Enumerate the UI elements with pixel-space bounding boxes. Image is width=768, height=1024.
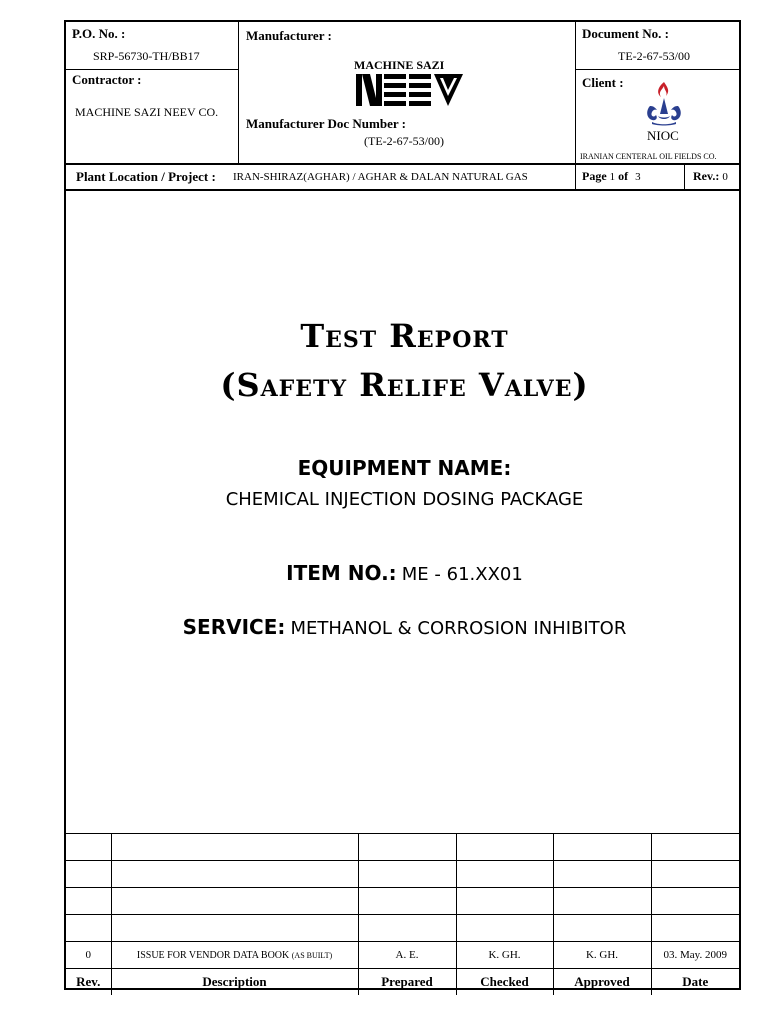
report-subtitle: (Safety Relife Valve) (220, 366, 589, 404)
equipment-name: CHEMICAL INJECTION DOSING PACKAGE (225, 489, 584, 510)
checked-cell (456, 861, 553, 888)
document-label: Document No. : (582, 26, 670, 41)
date-cell (651, 915, 739, 942)
prepared-cell (358, 861, 456, 888)
approved-cell (553, 915, 651, 942)
plant-location-value: IRAN-SHIRAZ(AGHAR) / AGHAR & DALAN NATURAL GAS (233, 171, 528, 183)
item-number: ME - 61.XX01 (401, 564, 523, 585)
rev-cell (66, 888, 111, 915)
rev-label: Rev.: (693, 169, 720, 183)
po-number: SRP-56730-TH/BB17 (93, 49, 200, 63)
prepared-cell (358, 915, 456, 942)
column-header-approved: Approved (553, 969, 651, 996)
checked-cell (456, 834, 553, 861)
manufacturer-doc-number: (TE-2-67-53/00) (364, 134, 444, 148)
client-abbrev: NIOC (647, 128, 679, 143)
revision-table (66, 833, 739, 995)
column-header-description: Description (111, 969, 358, 996)
prepared-cell: A. E. (358, 942, 456, 969)
page-of-label: of (618, 169, 629, 183)
nioc-logo (644, 80, 684, 131)
rev-cell (66, 861, 111, 888)
rev-cell (66, 834, 111, 861)
document-number: TE-2-67-53/00 (618, 49, 690, 63)
column-header-date: Date (651, 969, 739, 996)
description-cell (111, 834, 358, 861)
description-note: (AS BUILT) (291, 950, 333, 960)
description-cell (111, 915, 358, 942)
client-label: Client : (582, 75, 624, 90)
description-cell (111, 888, 358, 915)
equipment-label: EQUIPMENT NAME: (297, 456, 512, 480)
manufacturer-label: Manufacturer : (246, 28, 332, 43)
neev-logo (356, 74, 464, 113)
page-indicator (582, 169, 641, 184)
date-cell (651, 834, 739, 861)
contractor-name: MACHINE SAZI NEEV CO. (75, 105, 219, 119)
column-header-checked: Checked (456, 969, 553, 996)
approved-cell (553, 888, 651, 915)
description-cell (111, 942, 358, 969)
service-line (66, 615, 743, 639)
description-text: ISSUE FOR VENDOR DATA BOOK (136, 949, 290, 961)
contractor-label: Contractor : (72, 72, 142, 87)
page-total: 3 (635, 171, 641, 183)
date-cell: 03. May. 2009 (651, 942, 739, 969)
table-row (66, 915, 739, 942)
manufacturer-doc-label: Manufacturer Doc Number : (246, 116, 406, 131)
po-label: P.O. No. : (72, 26, 126, 41)
table-row (66, 888, 739, 915)
document-frame (64, 20, 741, 990)
table-header-row (66, 969, 739, 996)
prepared-cell (358, 888, 456, 915)
table-row (66, 834, 739, 861)
table-row (66, 942, 739, 969)
prepared-cell (358, 834, 456, 861)
checked-cell (456, 888, 553, 915)
rev-value: 0 (722, 171, 728, 183)
revision-indicator (693, 169, 728, 184)
approved-cell (553, 834, 651, 861)
item-label: ITEM NO.: (286, 561, 397, 585)
approved-cell (553, 861, 651, 888)
column-header-rev: Rev. (66, 969, 111, 996)
plant-location-label: Plant Location / Project : (76, 169, 216, 184)
date-cell (651, 888, 739, 915)
service-label: SERVICE: (182, 615, 286, 639)
item-line (66, 561, 743, 585)
description-cell (111, 861, 358, 888)
checked-cell (456, 915, 553, 942)
approved-cell: K. GH. (553, 942, 651, 969)
report-title: Test Report (300, 317, 509, 355)
date-cell (651, 861, 739, 888)
rev-cell: 0 (66, 942, 111, 969)
column-header-prepared: Prepared (358, 969, 456, 996)
table-row (66, 861, 739, 888)
page-current: 1 (609, 171, 616, 183)
checked-cell: K. GH. (456, 942, 553, 969)
page-label: Page (582, 169, 607, 183)
client-full-name: IRANIAN CENTERAL OIL FIELDS CO. (580, 152, 717, 161)
service-value: METHANOL & CORROSION INHIBITOR (290, 618, 627, 639)
rev-cell (66, 915, 111, 942)
manufacturer-name: MACHINE SAZI (354, 58, 445, 72)
